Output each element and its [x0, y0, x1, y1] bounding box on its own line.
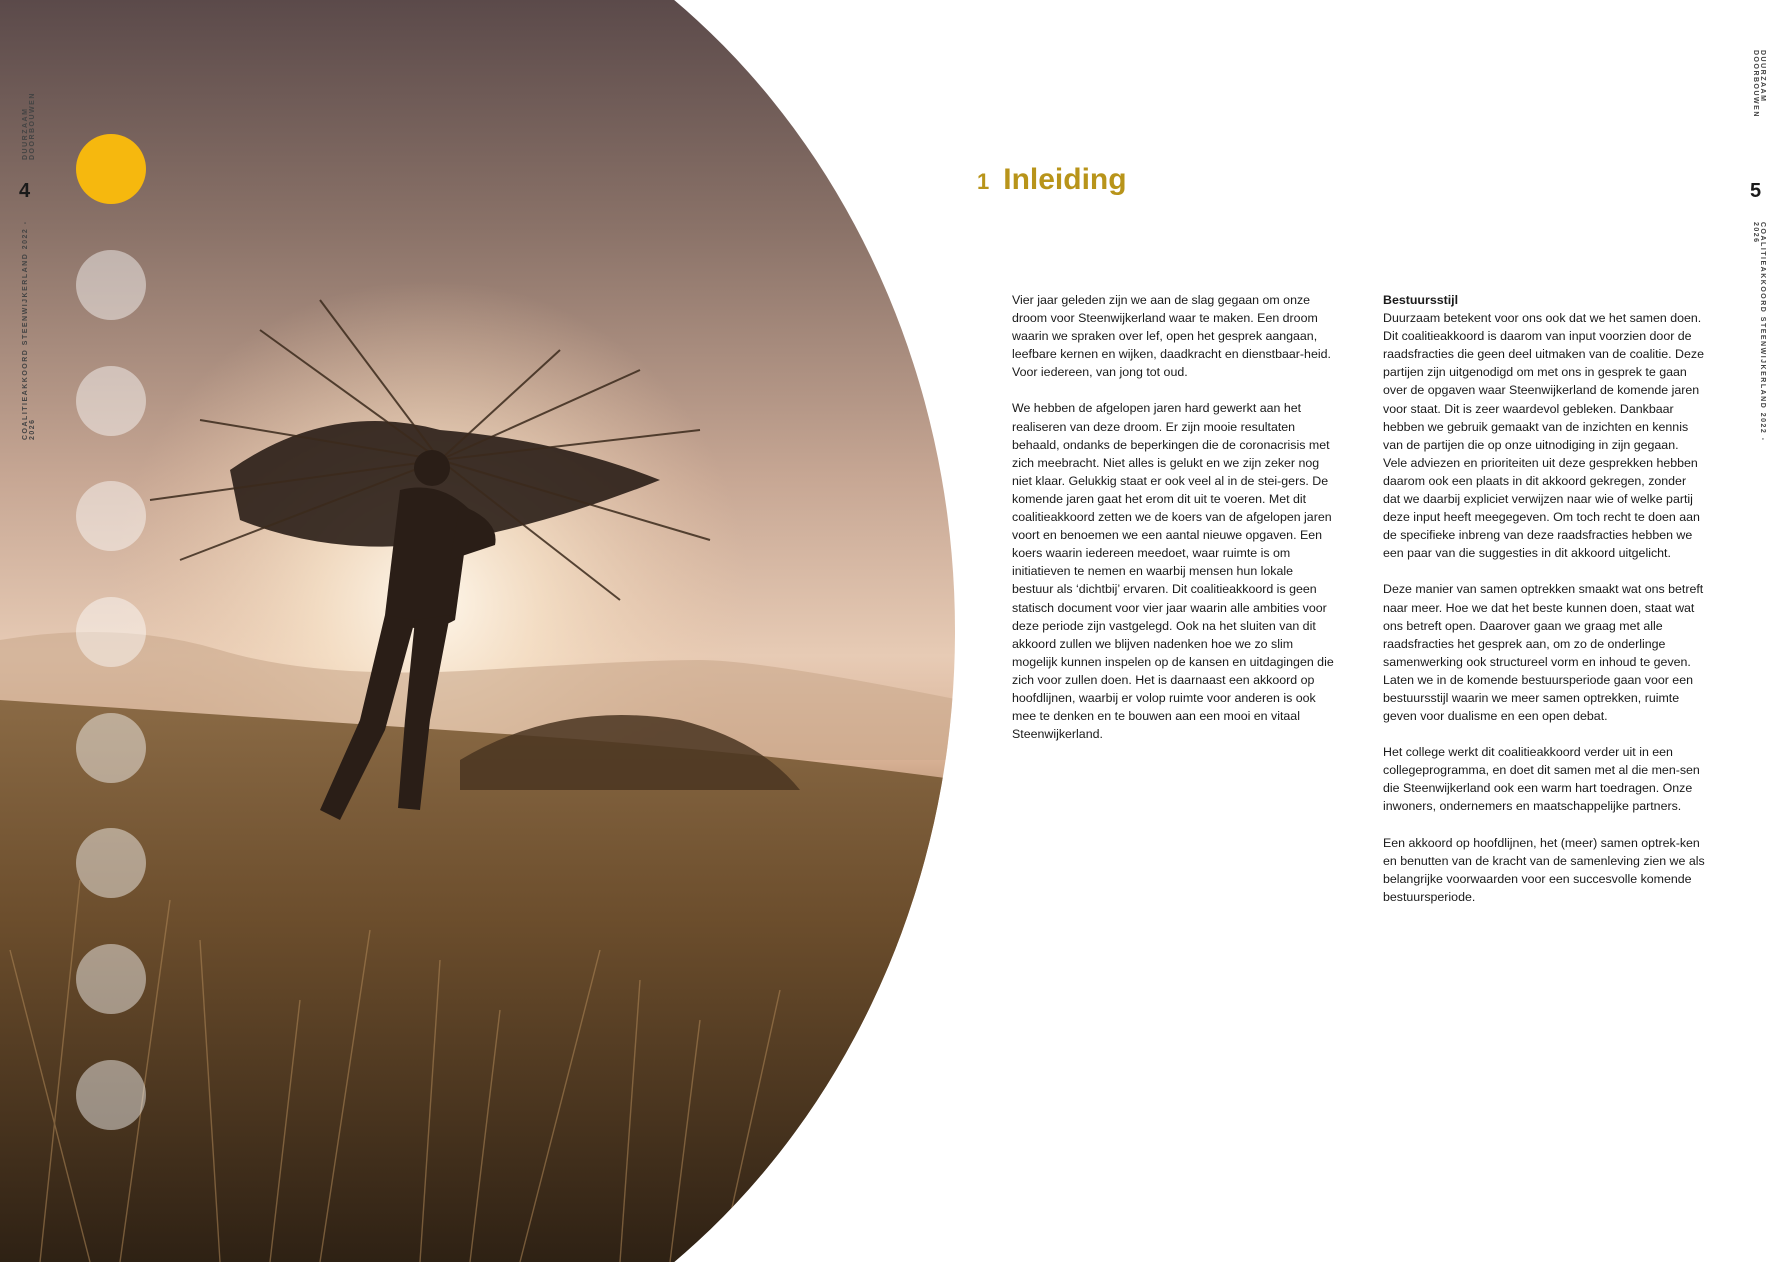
text-column-1: [1012, 291, 1334, 761]
page-number-left: 4: [19, 180, 31, 202]
chapter-heading: [977, 163, 1127, 197]
running-title-left: DUURZAAM DOORBOUWEN: [22, 92, 36, 160]
text-column-2: [1383, 291, 1705, 924]
page-number-right: 5: [1750, 180, 1762, 202]
nav-dot-3[interactable]: [76, 366, 146, 436]
running-title-right: DUURZAAM DOORBOUWEN: [1752, 50, 1766, 118]
running-subtitle-right: COALITIEAKKOORD STEENWIJKERLAND 2022 - 2026: [1752, 222, 1766, 442]
paragraph: Een akkoord op hoofdlijnen, het (meer) samen optrek-ken en benutten van de kracht van de samenleving zien we als belangrijke voorwaarden voor een succesvolle komende bestuursperiode.: [1383, 835, 1705, 904]
nav-dot-4[interactable]: [76, 481, 146, 551]
paragraph: Deze manier van samen optrekken smaakt wat ons betreft naar meer. Hoe we dat het beste kunnen doen, staat wat ons betreft open. Daarover gaan we graag met alle raadsfracties het gesprek aan, om zo de onderlinge samenwerking ook structureel vorm en inhoud te geven. Laten we in de komende bestuursperiode gaan voor een bestuursstijl waarin we meer samen optrekken, ruimte geven voor dualisme en een open debat.: [1383, 582, 1704, 724]
section-heading-bestuursstijl: Bestuursstijl: [1383, 293, 1459, 307]
nav-dot-9[interactable]: [76, 1060, 146, 1130]
nav-dot-5[interactable]: [76, 597, 146, 667]
nav-dot-2[interactable]: [76, 250, 146, 320]
chapter-number: 1: [977, 169, 990, 194]
nav-dot-6[interactable]: [76, 713, 146, 783]
chapter-title: Inleiding: [1003, 163, 1127, 196]
paragraph: Duurzaam betekent voor ons ook dat we het samen doen. Dit coalitieakkoord is daarom van input voorzien door de raadsfracties die geen deel uitmaken van de coalitie. Deze partijen zijn uitgenodigd om met ons in gesprek te gaan over de opgaven waar Steenwijkerland de komende jaren voor staat. Dit is zeer waardevol gebleken. Dankbaar hebben we gebruik gemaakt van de inzichten en kennis van de partijen die op onze uitnodiging in zijn gegaan. Vele adviezen en prioriteiten uit deze gesprekken hebben daarom ook een plaats in dit akkoord gekregen, zonder dat we daarbij expliciet verwijzen naar wie of welke partij deze input heeft meegegeven. Om toch recht te doen aan de specifieke inbreng van deze raadsfracties hebben we een paar van die suggesties in dit akkoord uitgelicht.: [1383, 311, 1704, 561]
paragraph: We hebben de afgelopen jaren hard gewerkt aan het realiseren van deze droom. Er zijn mooie resultaten behaald, ondanks de beperkingen die de coronacrisis met zich meebracht. Niet alles is gelukt en we zijn zeker nog niet klaar. Gelukkig staat er ook veel al in de stei-gers. De komende jaren gaat het erom dit uit te voeren. Met dit coalitieakkoord zetten we de koers van de afgelopen jaren voort en benoemen we een aantal nieuwe opgaven. Een koers waarin iedereen meedoet, waar ruimte is om initiatieven te nemen en waarbij mensen hun lokale bestuur als ‘dichtbij’ ervaren. Dit coalitieakkoord is geen statisch document voor vier jaar waarin alle ambities voor deze periode zijn vastgelegd. Ook na het sluiten van dit akkoord zullen we blijven nadenken hoe we zo slim mogelijk kunnen inspelen op de kansen en uitdagingen die zich voor zullen doen. Het is daarnaast een akkoord op hoofdlijnen, waarbij er volop ruimte voor anderen is ook mee te denken en te bouwen aan een mooi en vitaal Steenwijkerland.: [1012, 401, 1334, 742]
paragraph: Het college werkt dit coalitieakkoord verder uit in een collegeprogramma, en doet dit samen met al die men-sen die Steenwijkerland ook een warm hart toedragen. Onze inwoners, ondernemers en maatschappelijke partners.: [1383, 745, 1700, 814]
nav-dot-1[interactable]: [76, 134, 146, 204]
running-subtitle-left: COALITIEAKKOORD STEENWIJKERLAND 2022 - 2026: [22, 220, 36, 440]
nav-dot-7[interactable]: [76, 828, 146, 898]
paragraph: Vier jaar geleden zijn we aan de slag gegaan om onze droom voor Steenwijkerland waar te maken. Een droom waarin we spraken over lef, open het gesprek aangaan, leefbare kernen en wijken, daadkracht en dienstbaar-heid. Voor iedereen, van jong tot oud.: [1012, 293, 1331, 380]
nav-dot-8[interactable]: [76, 944, 146, 1014]
